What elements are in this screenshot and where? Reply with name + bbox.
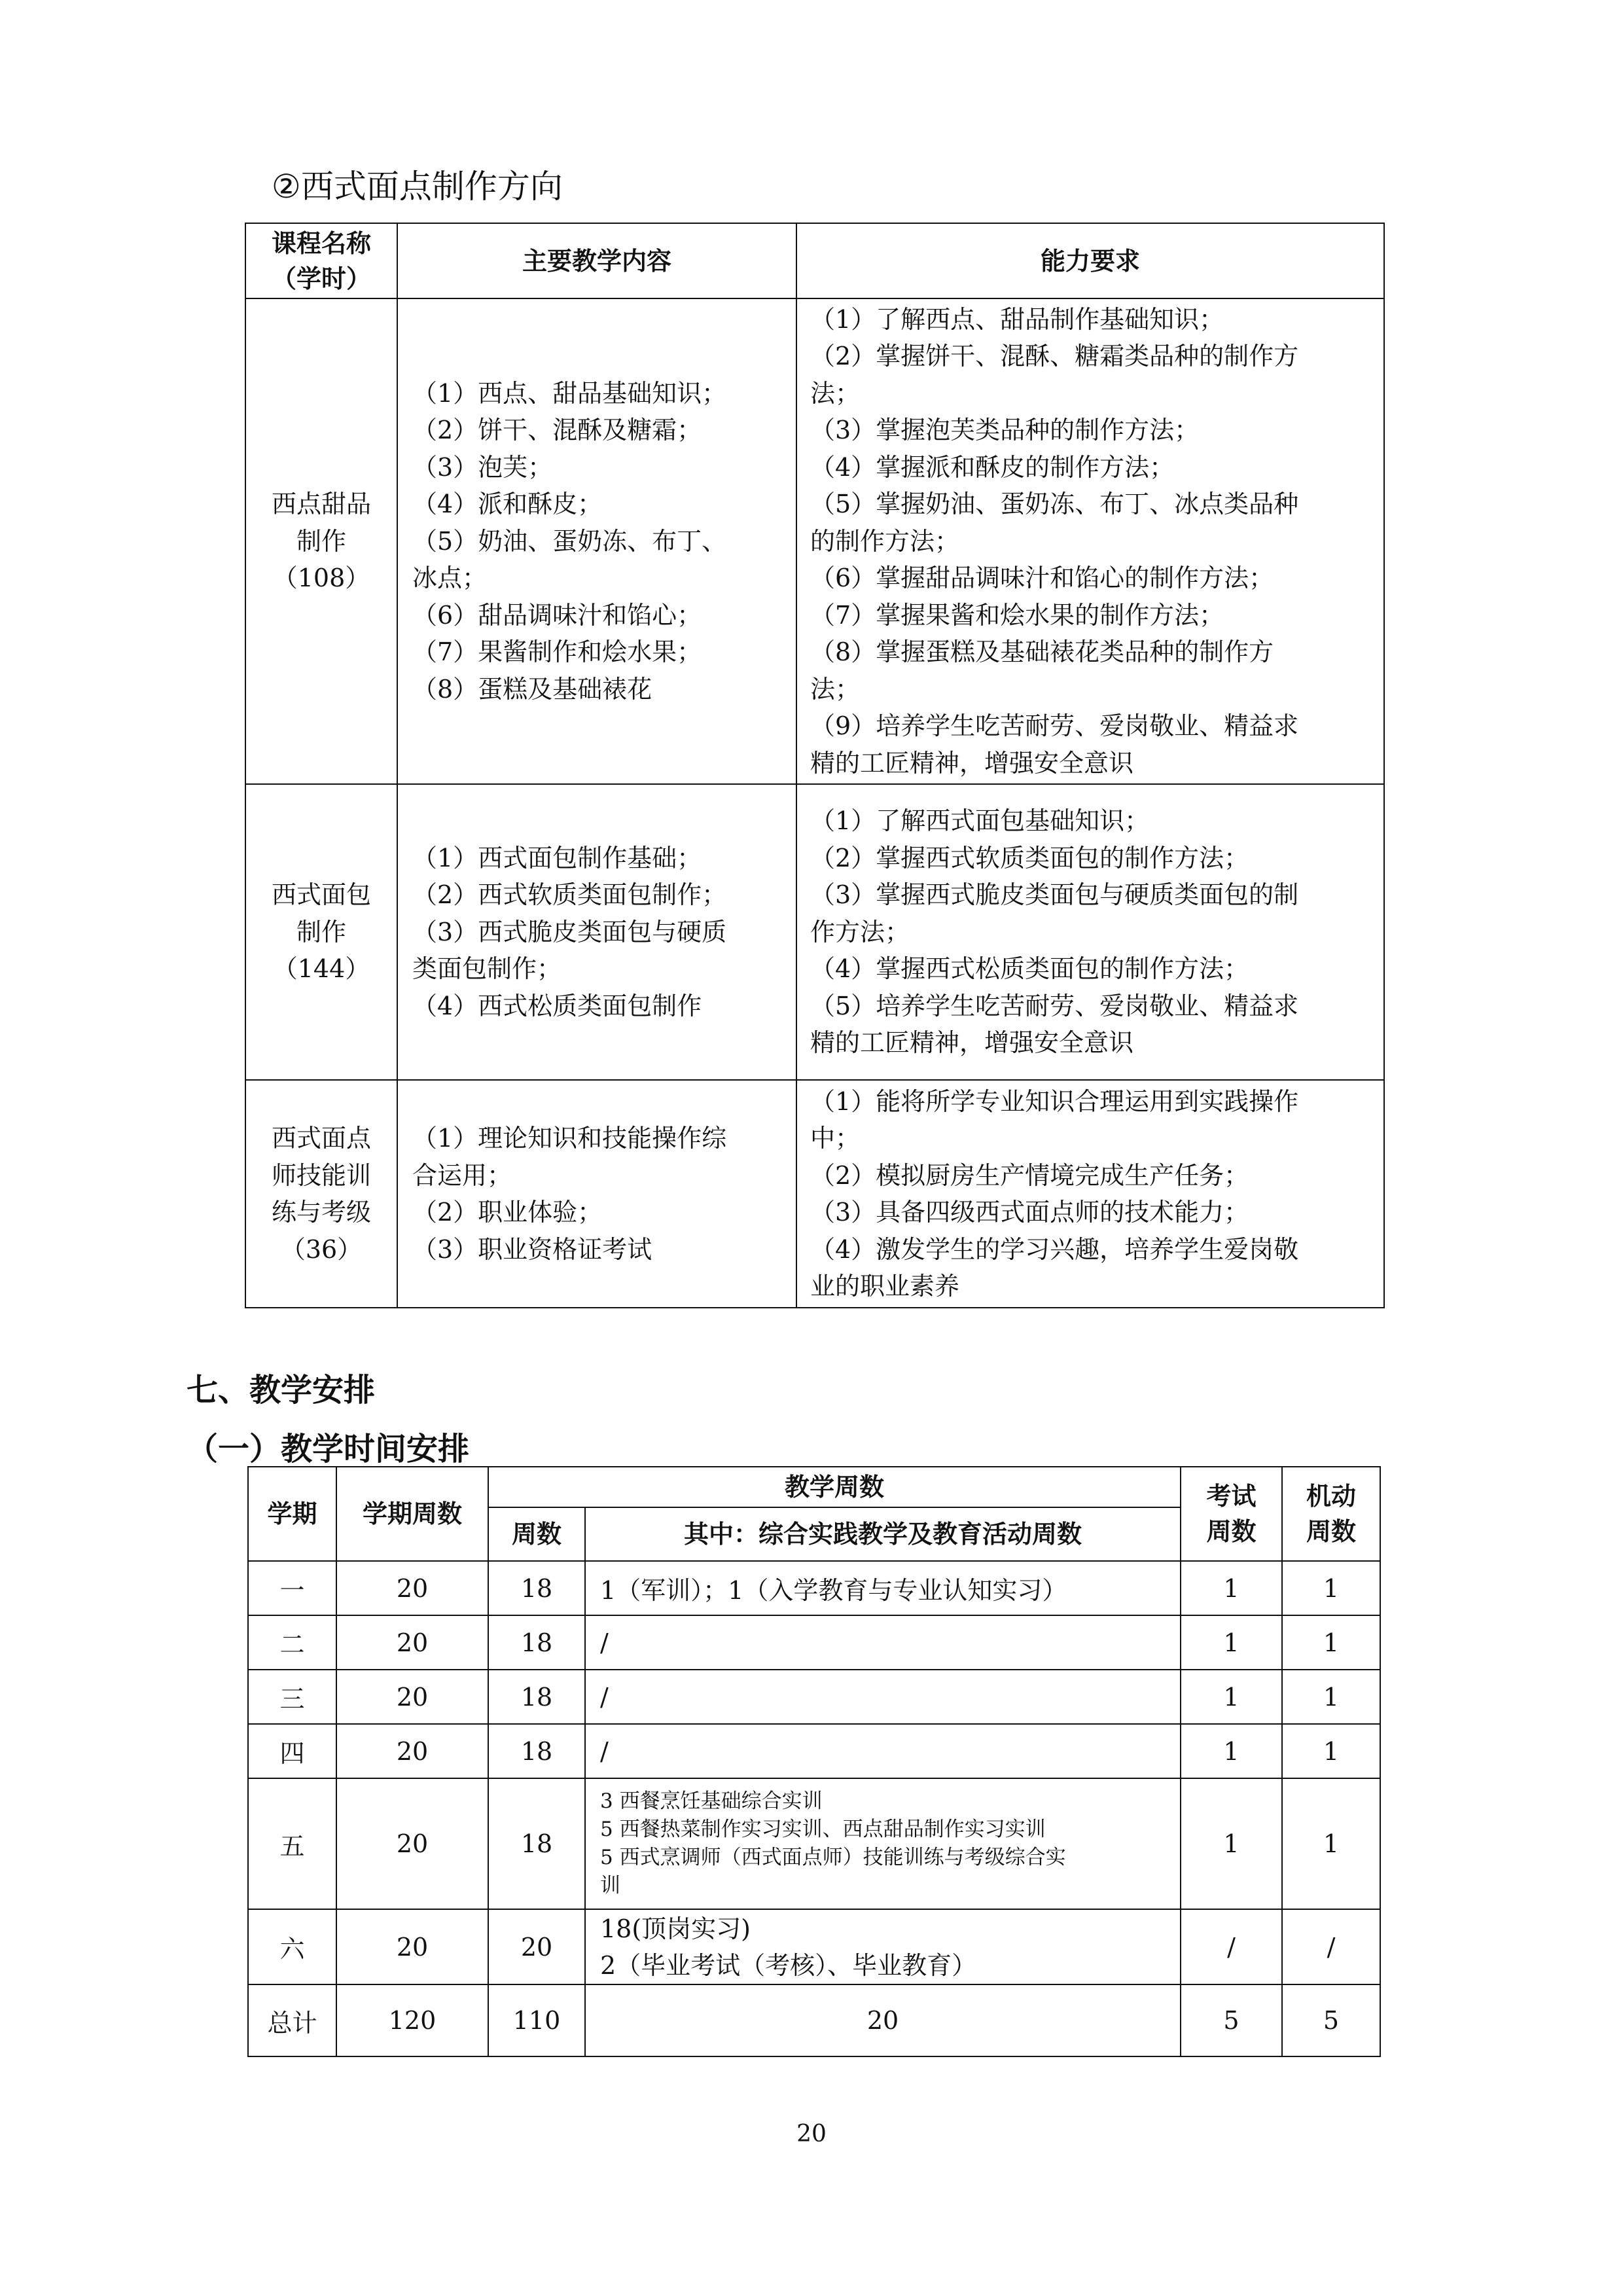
text-line: （1）能将所学专业知识合理运用到实践操作 — [810, 1086, 1299, 1116]
text-line: 20 — [866, 2006, 899, 2035]
practice-cell — [585, 1778, 1181, 1909]
term-weeks-cell: 20 — [336, 1670, 488, 1724]
text-line: （108） — [272, 564, 370, 593]
text-line: 制作 — [296, 526, 346, 556]
text-line: 2（毕业考试（考核）、毕业教育） — [600, 1950, 977, 1980]
text-line: （5）掌握奶油、蛋奶冻、布丁、冰点类品种 — [810, 490, 1299, 519]
flex-weeks-cell: / — [1282, 1909, 1380, 1984]
course-name-cell — [245, 1080, 397, 1308]
flex-weeks-cell: 1 — [1282, 1561, 1380, 1615]
text-line: （4）派和酥皮； — [412, 490, 603, 519]
weeks-cell: 20 — [488, 1909, 585, 1984]
course-name-cell — [245, 298, 397, 784]
text-line: （5）培养学生吃苦耐劳、爱岗敬业、精益求 — [810, 991, 1299, 1020]
text-line: 师技能训 — [271, 1160, 371, 1190]
weeks-cell: 18 — [488, 1670, 585, 1724]
practice-cell — [585, 1909, 1181, 1984]
text-line: （3）掌握西式脆皮类面包与硬质类面包的制 — [810, 880, 1299, 910]
exam-weeks-cell: 1 — [1181, 1615, 1282, 1670]
text-line: （36） — [280, 1234, 363, 1264]
term-cell: 六 — [248, 1909, 336, 1984]
text-line: / — [600, 1736, 609, 1766]
term-cell: 五 — [248, 1778, 336, 1909]
course-row — [245, 1080, 1384, 1308]
flex-weeks-cell: 1 — [1282, 1724, 1380, 1778]
header-weeks: 周数 — [488, 1507, 585, 1561]
text-line: 冰点； — [412, 564, 488, 593]
text-line: 中； — [810, 1124, 861, 1153]
text-line: 法； — [810, 378, 861, 408]
text-line: 1（军训）；1（入学教育与专业认知实习） — [600, 1576, 1067, 1605]
text-line: （1）西式面包制作基础； — [412, 843, 702, 872]
term-cell: 三 — [248, 1670, 336, 1724]
text-line: （5）奶油、蛋奶冻、布丁、 — [412, 526, 727, 556]
text-line: （1）理论知识和技能操作综 — [412, 1124, 727, 1153]
text-line: （4）激发学生的学习兴趣，培养学生爱岗敬 — [810, 1234, 1299, 1264]
term-weeks-cell: 20 — [336, 1561, 488, 1615]
header-ability: 能力要求 — [796, 223, 1384, 298]
text-line: 西式面点 — [271, 1124, 371, 1153]
exam-weeks-cell: 5 — [1181, 1984, 1282, 2056]
weeks-cell: 18 — [488, 1724, 585, 1778]
text-line: （1）西点、甜品基础知识； — [412, 378, 727, 408]
term-cell: 二 — [248, 1615, 336, 1670]
text-line: 训 — [600, 1874, 620, 1897]
term-cell: 总计 — [248, 1984, 336, 2056]
text-line: / — [600, 1682, 609, 1712]
section-heading: ②西式面点制作方向 — [272, 168, 563, 206]
text-line: （6）甜品调味汁和馅心； — [412, 600, 702, 630]
schedule-row — [248, 1778, 1380, 1909]
weeks-cell: 18 — [488, 1561, 585, 1615]
text-line: （7）掌握果酱和烩水果的制作方法； — [810, 600, 1224, 630]
text-line: 18(顶岗实习) — [600, 1914, 751, 1943]
text-line: 合运用； — [412, 1160, 512, 1190]
text-line: （6）掌握甜品调味汁和馅心的制作方法； — [810, 564, 1274, 593]
exam-weeks-cell: / — [1181, 1909, 1282, 1984]
header-term-weeks: 学期周数 — [336, 1467, 488, 1561]
schedule-row — [248, 1984, 1380, 2056]
text-line: 业的职业素养 — [810, 1272, 960, 1300]
header-practice: 其中：综合实践教学及教育活动周数 — [585, 1507, 1181, 1561]
practice-cell — [585, 1984, 1181, 2056]
header-course-name: 课程名称 （学时） — [245, 223, 397, 298]
text-line: / — [600, 1628, 609, 1657]
text-line: （2）饼干、混酥及糖霜； — [412, 416, 702, 445]
weeks-cell: 110 — [488, 1984, 585, 2056]
course-content-cell — [397, 298, 796, 784]
term-weeks-cell: 20 — [336, 1615, 488, 1670]
sub-heading: （一）教学时间安排 — [187, 1431, 470, 1467]
text-line: 5 西餐热菜制作实习实训、西点甜品制作实习实训 — [600, 1818, 1046, 1841]
text-line: （4）掌握派和酥皮的制作方法； — [810, 452, 1175, 482]
term-cell: 一 — [248, 1561, 336, 1615]
course-content-cell — [397, 1080, 796, 1308]
header-teaching-weeks: 教学周数 — [488, 1467, 1181, 1507]
text-line: （4）掌握西式松质类面包的制作方法； — [810, 954, 1249, 984]
text-line: （7）果酱制作和烩水果； — [412, 637, 702, 667]
flex-weeks-cell: 5 — [1282, 1984, 1380, 2056]
text-line: （1）了解西点、甜品制作基础知识； — [810, 304, 1224, 334]
text-line: （3）具备四级西式面点师的技术能力； — [810, 1198, 1249, 1227]
text-line: （3）掌握泡芙类品种的制作方法； — [810, 416, 1200, 445]
weeks-cell: 18 — [488, 1615, 585, 1670]
header-flex-weeks: 机动 周数 — [1282, 1467, 1380, 1561]
text-line: （1）了解西式面包基础知识； — [810, 806, 1150, 836]
text-line: 类面包制作； — [412, 954, 562, 984]
text-line: 3 西餐烹饪基础综合实训 — [600, 1789, 823, 1813]
text-line: （3）西式脆皮类面包与硬质 — [412, 917, 727, 946]
text-line: （2）掌握西式软质类面包的制作方法； — [810, 843, 1249, 872]
term-cell: 四 — [248, 1724, 336, 1778]
text-line: （9）培养学生吃苦耐劳、爱岗敬业、精益求 — [810, 711, 1299, 741]
practice-cell — [585, 1561, 1181, 1615]
text-line: 5 西式烹调师（西式面点师）技能训练与考级综合实 — [600, 1846, 1066, 1869]
text-line: （4）西式松质类面包制作 — [412, 991, 702, 1020]
header-exam-weeks: 考试 周数 — [1181, 1467, 1282, 1561]
text-line: 西点甜品 — [271, 490, 371, 519]
schedule-row — [248, 1670, 1380, 1724]
text-line: （2）西式软质类面包制作； — [412, 880, 727, 910]
course-row — [245, 298, 1384, 784]
term-weeks-cell: 20 — [336, 1778, 488, 1909]
exam-weeks-cell: 1 — [1181, 1778, 1282, 1909]
schedule-row — [248, 1615, 1380, 1670]
schedule-row — [248, 1561, 1380, 1615]
course-table — [245, 223, 1385, 1308]
page-number: 20 — [796, 2121, 827, 2147]
header-term: 学期 — [248, 1467, 336, 1561]
text-line: （3）职业资格证考试 — [412, 1234, 652, 1264]
text-line: （3）泡芙； — [412, 452, 553, 482]
course-row — [245, 784, 1384, 1080]
text-line: （2）掌握饼干、混酥、糖霜类品种的制作方 — [810, 342, 1299, 371]
text-line: 制作 — [296, 917, 346, 946]
schedule-row — [248, 1724, 1380, 1778]
text-line: 精的工匠精神，增强安全意识 — [810, 1028, 1134, 1058]
text-line: （8）蛋糕及基础裱花 — [412, 674, 652, 704]
weeks-cell: 18 — [488, 1778, 585, 1909]
course-ability-cell — [796, 784, 1384, 1080]
flex-weeks-cell: 1 — [1282, 1670, 1380, 1724]
course-content-cell — [397, 784, 796, 1080]
course-name-cell — [245, 784, 397, 1080]
practice-cell — [585, 1724, 1181, 1778]
text-line: （144） — [272, 954, 370, 984]
text-line: 西式面包 — [271, 880, 371, 910]
practice-cell — [585, 1615, 1181, 1670]
schedule-table — [247, 1466, 1381, 2057]
schedule-row — [248, 1909, 1380, 1984]
exam-weeks-cell: 1 — [1181, 1561, 1282, 1615]
course-table-header — [245, 223, 1384, 298]
term-weeks-cell: 20 — [336, 1724, 488, 1778]
text-line: （2）职业体验； — [412, 1198, 603, 1227]
text-line: 精的工匠精神，增强安全意识 — [810, 748, 1134, 778]
chapter-heading: 七、教学安排 — [187, 1372, 376, 1408]
flex-weeks-cell: 1 — [1282, 1615, 1380, 1670]
schedule-header-row-1 — [248, 1467, 1380, 1507]
text-line: （2）模拟厨房生产情境完成生产任务； — [810, 1160, 1249, 1190]
exam-weeks-cell: 1 — [1181, 1670, 1282, 1724]
header-main-content: 主要教学内容 — [397, 223, 796, 298]
term-weeks-cell: 120 — [336, 1984, 488, 2056]
exam-weeks-cell: 1 — [1181, 1724, 1282, 1778]
text-line: 的制作方法； — [810, 526, 960, 556]
text-line: 作方法； — [810, 917, 910, 946]
flex-weeks-cell: 1 — [1282, 1778, 1380, 1909]
practice-cell — [585, 1670, 1181, 1724]
text-line: 法； — [810, 674, 861, 704]
text-line: 练与考级 — [271, 1198, 371, 1227]
text-line: （8）掌握蛋糕及基础裱花类品种的制作方 — [810, 637, 1274, 667]
course-ability-cell — [796, 298, 1384, 784]
term-weeks-cell: 20 — [336, 1909, 488, 1984]
course-ability-cell — [796, 1080, 1384, 1308]
